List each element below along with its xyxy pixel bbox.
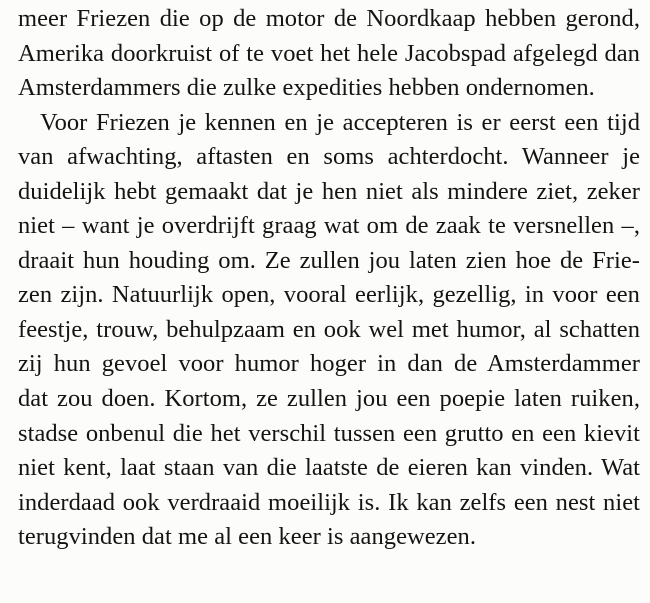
paragraph-2 [18, 106, 640, 555]
text-line: terugvinden dat me al een keer is aangewezen. [18, 523, 476, 551]
text-line: Voor Friezen je kennen en je accepteren is er eerst een tijd [40, 108, 640, 136]
text-line: niet – want je overdrijft graag wat om de zaak te versnellen –, [18, 212, 640, 240]
text-line: niet kent, laat staan van die laatste de eieren kan vinden. Wat [18, 454, 640, 482]
text-line: dat zou doen. Kortom, ze zullen jou een poepie laten ruiken, [18, 385, 640, 413]
text-line: van afwachting, aftasten en soms achterdocht. Wanneer je [18, 143, 640, 171]
text-line: feestje, trouw, behulpzaam en ook wel met humor, al schatten [18, 315, 640, 343]
text-line: stadse onbenul die het verschil tussen een grutto en een kievit [18, 419, 640, 447]
text-line: Amerika doorkruist of te voet het hele Jacobspad afgelegd dan [18, 39, 640, 67]
text-line: Amsterdammers die zulke expedities hebben ondernomen. [18, 74, 595, 102]
text-line: zen zijn. Natuurlijk open, vooral eerlijk, gezellig, in voor een [18, 281, 640, 309]
text-line: meer Friezen die op de motor de Noordkaap hebben gerond, [18, 5, 640, 32]
text-line: duidelijk hebt gemaakt dat je hen niet als mindere ziet, zeker [18, 177, 640, 205]
page-text [18, 2, 640, 555]
text-line: draait hun houding om. Ze zullen jou laten zien hoe de Frie- [18, 246, 640, 274]
text-line: zij hun gevoel voor humor hoger in dan de Amsterdammer [18, 350, 640, 378]
text-line: inderdaad ook verdraaid moeilijk is. Ik kan zelfs een nest niet [18, 488, 640, 516]
paragraph-1 [18, 2, 640, 106]
